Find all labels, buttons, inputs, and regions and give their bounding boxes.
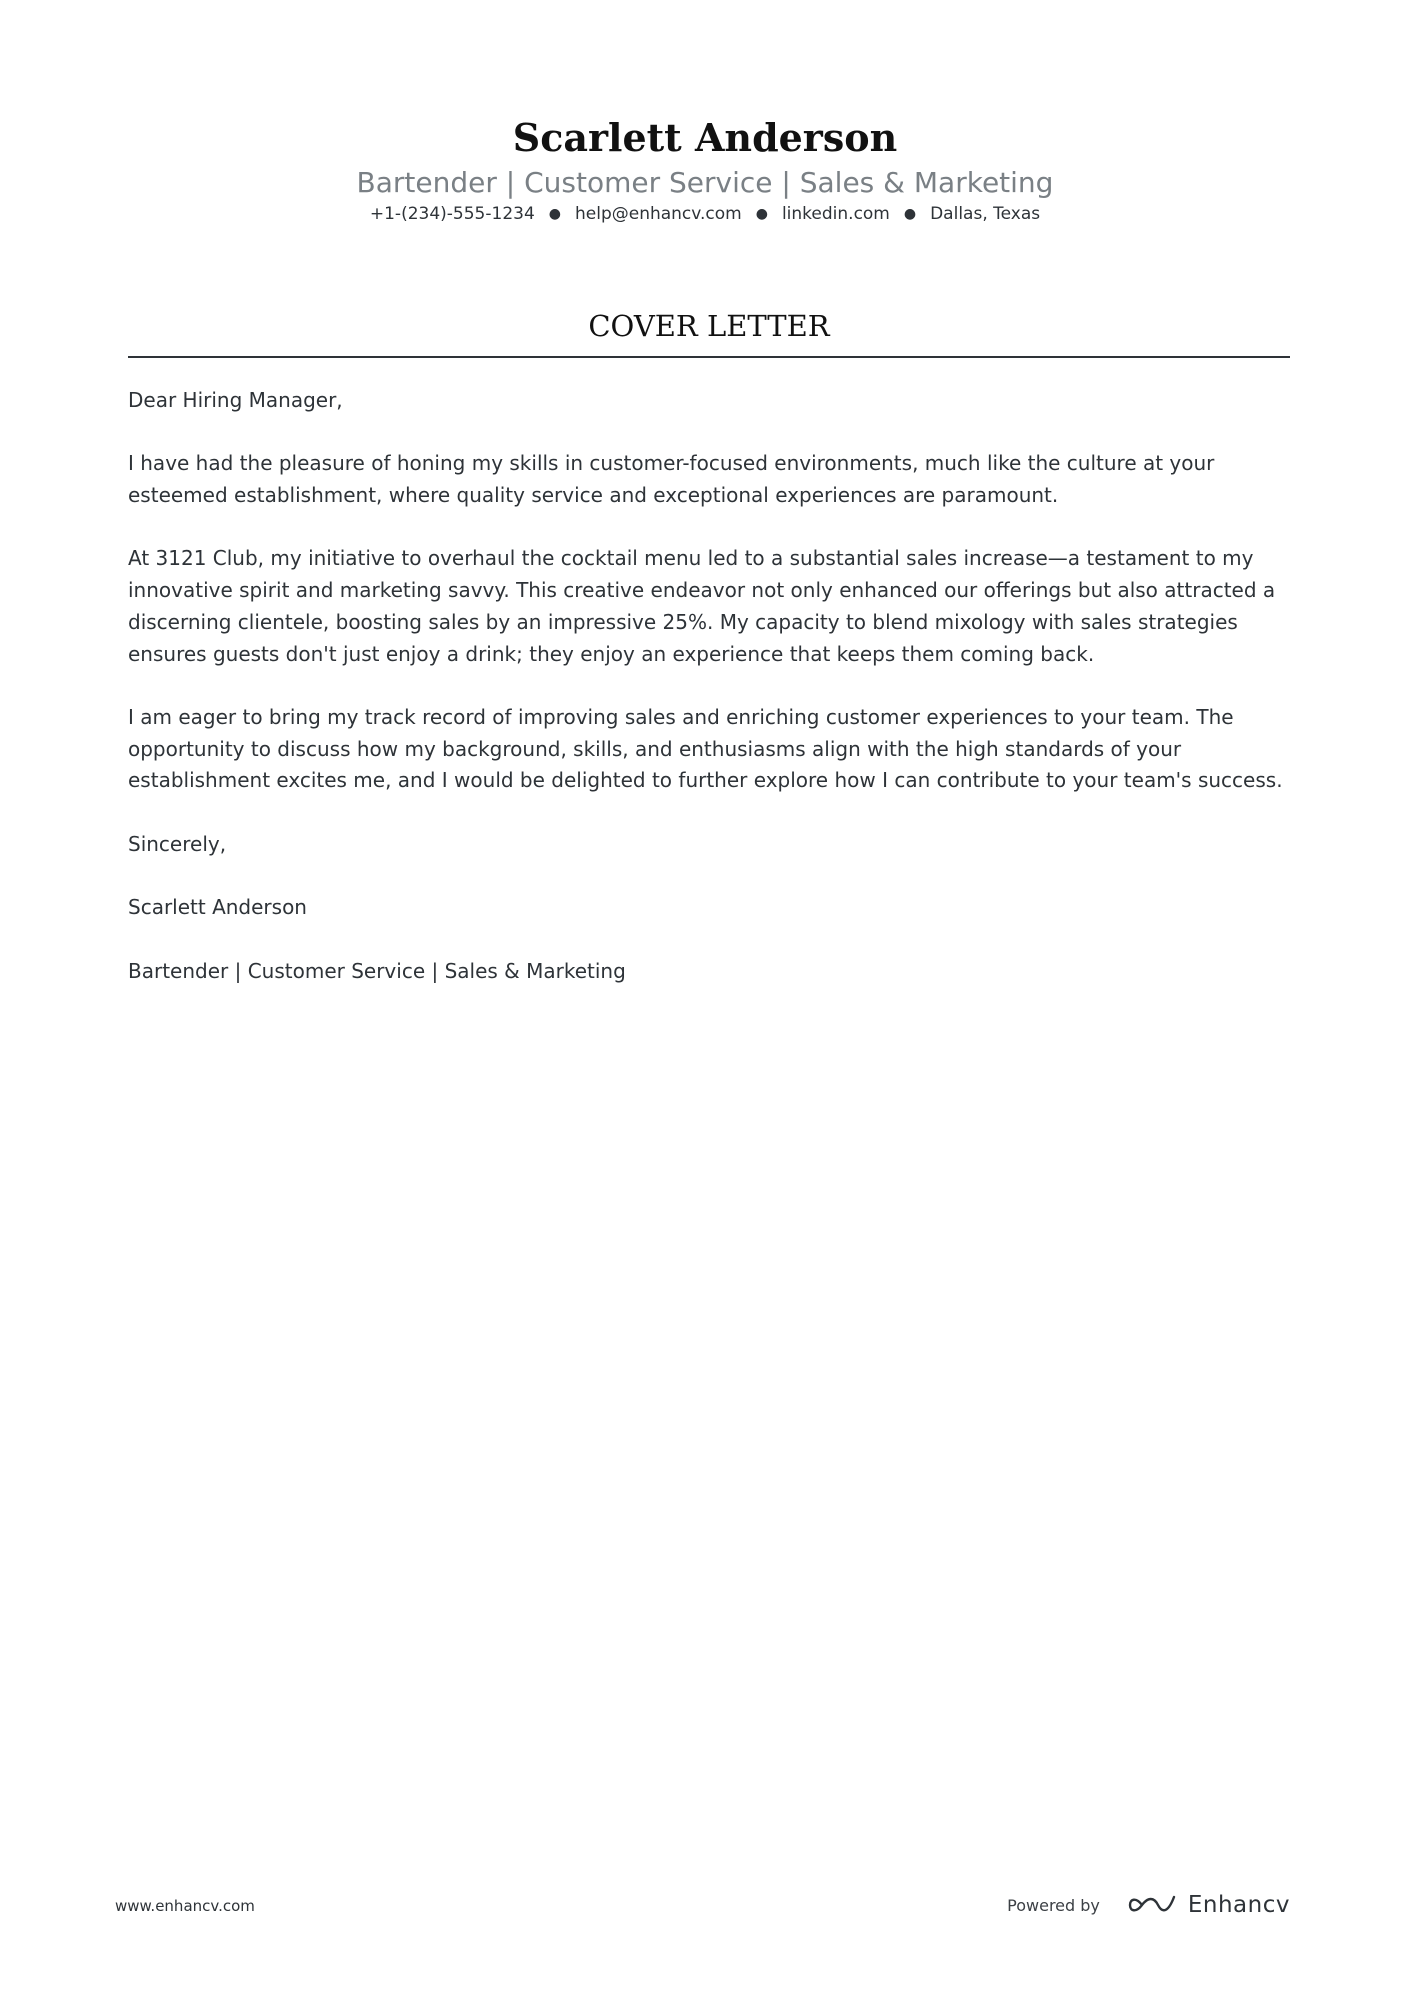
- brand-name: Enhancv: [1187, 1892, 1290, 1918]
- footer-website[interactable]: www.enhancv.com: [115, 1897, 255, 1915]
- email[interactable]: help@enhancv.com: [574, 204, 742, 224]
- footer-branding: [1007, 1888, 1290, 1922]
- bullet-separator: ●: [903, 206, 917, 222]
- section-title: COVER LETTER: [588, 309, 830, 343]
- bullet-separator: ●: [755, 206, 768, 222]
- linkedin[interactable]: linkedin.com: [781, 204, 890, 224]
- bullet-separator: ●: [548, 206, 561, 222]
- paragraph-3: I am eager to bring my track record of improving sales and enriching customer experiences to your team. The opportunity to discuss how my background, skills, and enthusiasms align with the high standards of your establishment excites me, and I would be delighted to further explore how I can contribute to your team's success.: [128, 704, 1283, 793]
- applicant-title: Bartender | Customer Service | Sales & Marketing: [356, 166, 1054, 199]
- signature-name: Scarlett Anderson: [128, 895, 307, 920]
- contact-line: [0, 201, 1410, 227]
- paragraph-1: I have had the pleasure of honing my skills in customer-focused environments, much like the culture at your esteemed establishment, where quality service and exceptional experiences are paramount.: [128, 451, 1215, 508]
- phone: +1-(234)-555-1234: [369, 204, 535, 224]
- section-divider: [128, 356, 1290, 358]
- greeting: Dear Hiring Manager,: [128, 388, 343, 412]
- location: Dallas, Texas: [930, 204, 1041, 224]
- powered-by-label: Powered by: [1007, 1895, 1100, 1915]
- applicant-name: Scarlett Anderson: [512, 115, 898, 160]
- signature-title: Bartender | Customer Service | Sales & Marketing: [128, 958, 626, 983]
- enhancv-logo-icon: [1128, 1893, 1176, 1917]
- paragraph-2: At 3121 Club, my initiative to overhaul the cocktail menu led to a substantial sales increase—a testament to my innovative spirit and marketing savvy. This creative endeavor not only enhanced our offerings but also attracted a discerning clientele, boosting sales by an impressive 25%. My capacity to blend mixology with sales strategies ensures guests don't just enjoy a drink; they enjoy an experience that keeps them coming back.: [128, 546, 1276, 666]
- brand-logo[interactable]: [1128, 1892, 1290, 1918]
- letter-body: [128, 385, 1290, 1019]
- header: [0, 108, 1410, 227]
- closing: Sincerely,: [128, 831, 227, 856]
